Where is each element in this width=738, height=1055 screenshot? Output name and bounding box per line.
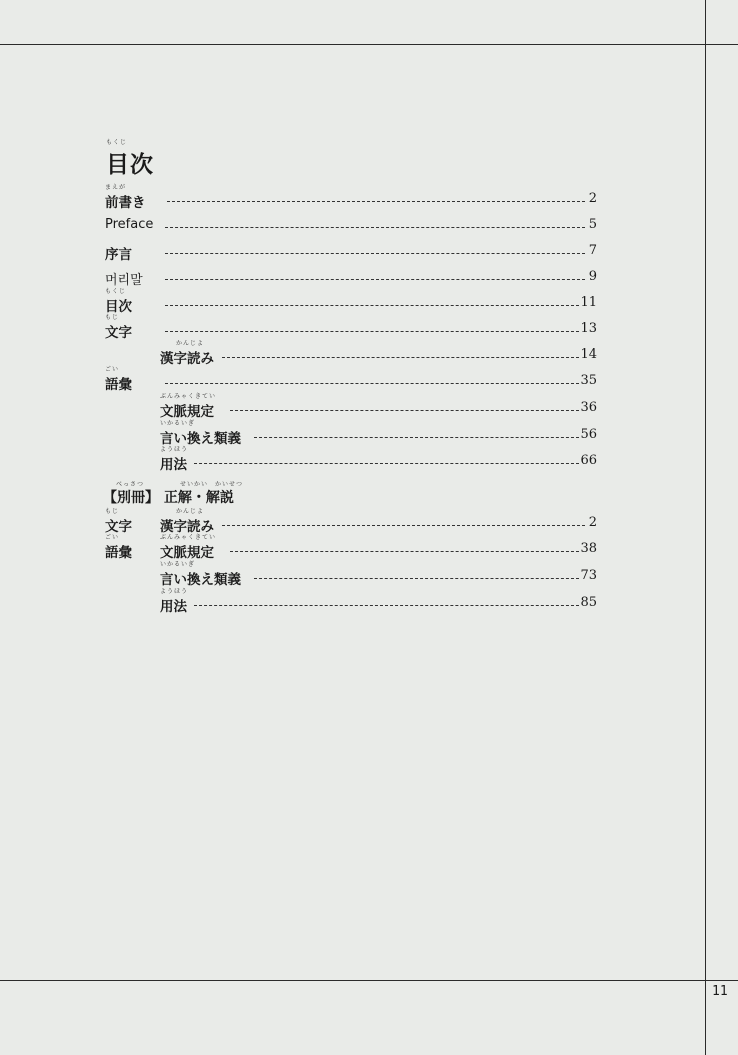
- entry-page: 35: [580, 373, 597, 388]
- page-number: 11: [712, 984, 728, 999]
- toc-title: 目次: [106, 151, 154, 178]
- entry-label: 文脈規定: [160, 545, 214, 561]
- toc-entry[interactable]: [105, 243, 597, 261]
- entry-ruby: いかるいぎ: [160, 420, 196, 427]
- leader-dots: [165, 253, 585, 254]
- leader-dots: [222, 357, 579, 358]
- entry-label: 漢字読み: [160, 519, 214, 535]
- bessatsu-ruby-right: せいかい かいせつ: [180, 481, 244, 488]
- leader-dots: [254, 578, 579, 579]
- leader-dots: [254, 437, 579, 438]
- entry-ruby: ようほう: [160, 588, 189, 595]
- entry-label: 用法: [160, 457, 187, 473]
- leader-dots: [194, 605, 579, 606]
- toc-entry[interactable]: [105, 269, 597, 287]
- entry-page: 13: [580, 321, 597, 336]
- bessatsu-entry[interactable]: [105, 508, 597, 535]
- entry-page: 56: [580, 427, 597, 442]
- toc-subentry[interactable]: [160, 393, 597, 420]
- toc-title-ruby: もくじ: [106, 139, 128, 146]
- top-rule: [0, 44, 738, 45]
- bessatsu-entry[interactable]: [105, 534, 597, 561]
- entry-label: 言い換え類義: [160, 572, 241, 588]
- entry-ruby: いかるいぎ: [160, 561, 196, 568]
- toc-subentry[interactable]: [160, 340, 597, 367]
- entry-ruby: ごい: [105, 366, 120, 373]
- leader-dots: [167, 201, 585, 202]
- toc-entry[interactable]: [105, 366, 597, 393]
- entry-ruby: ぶんみゃくきてい: [160, 534, 217, 541]
- entry-page: 11: [580, 295, 597, 310]
- entry-label: 머리말: [105, 273, 143, 288]
- entry-label: 語彙: [105, 377, 132, 393]
- leader-dots: [165, 305, 579, 306]
- entry-label: 文脈規定: [160, 404, 214, 420]
- entry-label: 言い換え類義: [160, 431, 241, 447]
- leader-dots: [230, 551, 579, 552]
- entry-ruby: かんじよ: [176, 508, 205, 515]
- entry-ruby: ぶんみゃくきてい: [160, 393, 217, 400]
- leader-dots: [230, 410, 579, 411]
- leader-dots: [222, 525, 585, 526]
- entry-label: 目次: [105, 299, 132, 315]
- entry-page: 85: [580, 595, 597, 610]
- bessatsu-heading: 【別冊】 正解・解説: [103, 490, 234, 506]
- leader-dots: [165, 331, 579, 332]
- leader-dots: [165, 227, 585, 228]
- entry-ruby: ようほう: [160, 446, 189, 453]
- entry-label: 文字: [105, 325, 132, 341]
- right-rule: [705, 0, 706, 1055]
- entry-page: 7: [588, 243, 597, 258]
- entry-page: 9: [588, 269, 597, 284]
- entry-page: 38: [580, 541, 597, 556]
- entry-label: 漢字読み: [160, 351, 214, 367]
- entry-ruby: もくじ: [105, 288, 127, 295]
- bessatsu-entry[interactable]: [160, 561, 597, 588]
- entry-label: 用法: [160, 599, 187, 615]
- bessatsu-entry[interactable]: [160, 588, 597, 615]
- entry-page: 66: [580, 453, 597, 468]
- category-label: 文字: [105, 519, 132, 535]
- toc-entry[interactable]: [105, 288, 597, 315]
- entry-label: Preface: [105, 217, 154, 232]
- entry-label: 序言: [105, 247, 132, 263]
- entry-page: 2: [588, 515, 597, 530]
- entry-page: 5: [588, 217, 597, 232]
- entry-page: 2: [588, 191, 597, 206]
- bottom-rule: [0, 980, 738, 981]
- entry-ruby: かんじよ: [176, 340, 205, 347]
- toc-entry[interactable]: [105, 217, 597, 235]
- bessatsu-ruby-left: べっさつ: [116, 481, 145, 488]
- category-ruby: ごい: [105, 534, 120, 541]
- entry-ruby: もじ: [105, 314, 120, 321]
- category-label: 語彙: [105, 545, 132, 561]
- entry-ruby: まえが: [105, 184, 127, 191]
- toc-entry[interactable]: [105, 314, 597, 341]
- toc-entry[interactable]: [105, 184, 597, 211]
- entry-page: 14: [580, 347, 597, 362]
- entry-page: 36: [580, 400, 597, 415]
- entry-page: 73: [580, 568, 597, 583]
- category-ruby: もじ: [105, 508, 120, 515]
- toc-subentry[interactable]: [160, 446, 597, 473]
- toc-subentry[interactable]: [160, 420, 597, 447]
- leader-dots: [165, 279, 585, 280]
- leader-dots: [194, 463, 579, 464]
- leader-dots: [165, 383, 579, 384]
- entry-label: 前書き: [105, 195, 146, 211]
